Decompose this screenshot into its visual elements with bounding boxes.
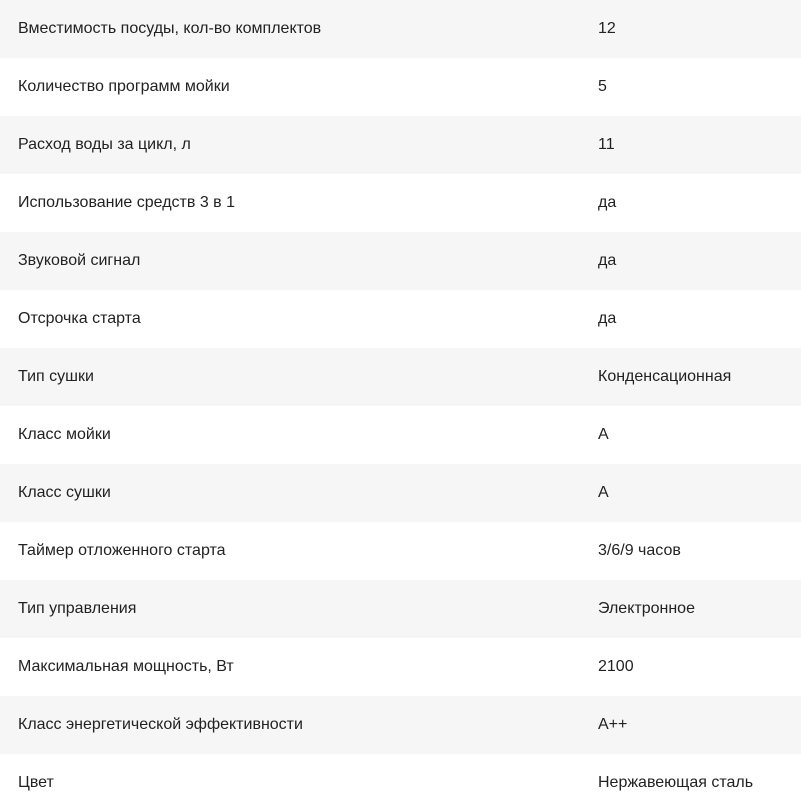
spec-name: Цвет [18, 774, 54, 791]
spec-name: Максимальная мощность, Вт [18, 658, 234, 675]
spec-value: да [598, 194, 617, 211]
spec-name: Тип сушки [18, 368, 94, 385]
spec-row [0, 754, 801, 812]
spec-name: Тип управления [18, 600, 137, 617]
spec-value: да [598, 310, 617, 327]
spec-row [0, 522, 801, 580]
spec-value: Электронное [598, 600, 695, 617]
spec-value: 11 [598, 136, 615, 153]
spec-value: Конденсационная [598, 368, 732, 385]
spec-row [0, 58, 801, 116]
spec-value: A [598, 484, 609, 501]
spec-name: Расход воды за цикл, л [18, 136, 191, 153]
spec-value: 5 [598, 78, 607, 95]
spec-name: Отсрочка старта [18, 310, 141, 327]
spec-row [0, 406, 801, 464]
spec-value: 2100 [598, 658, 634, 675]
spec-row [0, 464, 801, 522]
spec-name: Количество программ мойки [18, 78, 230, 95]
spec-row [0, 696, 801, 754]
spec-value: A++ [598, 716, 628, 733]
spec-row [0, 0, 801, 58]
spec-row [0, 638, 801, 696]
spec-name: Класс сушки [18, 484, 111, 501]
spec-name: Звуковой сигнал [18, 252, 141, 269]
spec-row [0, 116, 801, 174]
spec-value: A [598, 426, 609, 443]
spec-value: 3/6/9 часов [598, 542, 681, 559]
spec-row [0, 174, 801, 232]
spec-name: Вместимость посуды, кол-во комплектов [18, 20, 322, 37]
spec-value: Нержавеющая сталь [598, 774, 754, 791]
spec-row [0, 290, 801, 348]
spec-value: да [598, 252, 617, 269]
spec-name: Класс энергетической эффективности [18, 716, 303, 733]
spec-row [0, 348, 801, 406]
spec-row [0, 580, 801, 638]
spec-row [0, 232, 801, 290]
spec-name: Использование средств 3 в 1 [18, 194, 236, 211]
spec-value: 12 [598, 20, 616, 37]
spec-name: Класс мойки [18, 426, 111, 443]
spec-name: Таймер отложенного старта [18, 542, 226, 559]
